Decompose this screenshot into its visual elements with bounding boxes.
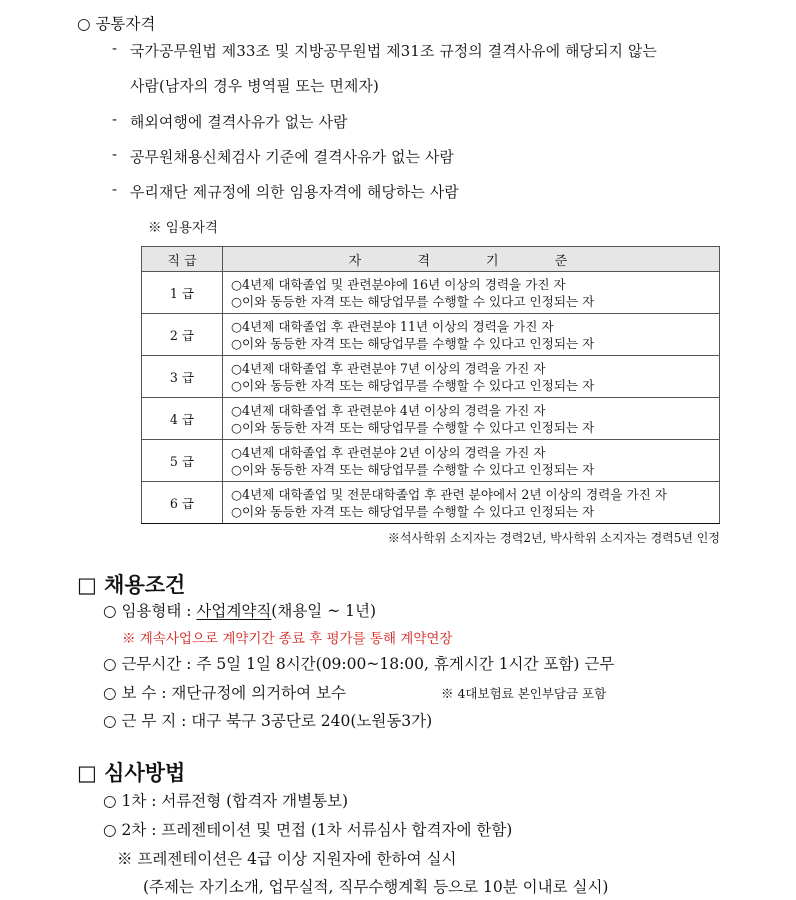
list-item-continued: 사람(남자의 경우 병역필 또는 면제자) [130, 78, 379, 95]
column-header-grade: 직 급 [142, 247, 223, 272]
presentation-topic-note: (주제는 자기소개, 업무실적, 직무수행계획 등으로 10분 이내로 실시) [143, 878, 609, 896]
criteria-line: ○4년제 대학졸업 후 관련분야 2년 이상의 경력을 가진 자 [231, 444, 546, 460]
table-row [142, 356, 720, 398]
criteria-cell [223, 272, 720, 314]
list-item-bullet: - [112, 146, 118, 163]
criteria-cell [223, 398, 720, 440]
criteria-line: ○이와 동등한 자격 또는 해당업무를 수행할 수 있다고 인정되는 자 [231, 377, 595, 393]
criteria-line: ○이와 동등한 자격 또는 해당업무를 수행할 수 있다고 인정되는 자 [231, 293, 595, 309]
table-header-row [142, 247, 720, 272]
salary: ○ 보 수 : 재단규정에 의거하여 보수 [103, 684, 346, 702]
list-item: 우리재단 제규정에 의한 임용자격에 해당하는 사람 [130, 184, 459, 201]
column-header-criteria [223, 247, 720, 272]
table-row [142, 482, 720, 524]
grade-cell: 1 급 [142, 272, 223, 314]
criteria-cell [223, 356, 720, 398]
list-item: 국가공무원법 제33조 및 지방공무원법 제31조 규정의 결격사유에 해당되지 않는 [130, 43, 657, 60]
criteria-line: ○4년제 대학졸업 후 관련분야 7년 이상의 경력을 가진 자 [231, 360, 546, 376]
criteria-line: ○이와 동등한 자격 또는 해당업무를 수행할 수 있다고 인정되는 자 [231, 503, 595, 519]
working-hours: ○ 근무시간 : 주 5일 1일 8시간(09:00~18:00, 휴게시간 1시간 포함) 근무 [103, 655, 615, 673]
employment-type [103, 599, 376, 621]
section-heading-review: □ 심사방법 [77, 761, 186, 785]
grade-cell: 3 급 [142, 356, 223, 398]
grade-cell: 4 급 [142, 398, 223, 440]
salary-note: ※ 4대보험료 본인부담금 포함 [441, 686, 607, 701]
criteria-cell [223, 482, 720, 524]
list-item: 공무원채용신체검사 기준에 결격사유가 없는 사람 [130, 149, 454, 166]
criteria-line: ○이와 동등한 자격 또는 해당업무를 수행할 수 있다고 인정되는 자 [231, 419, 595, 435]
criteria-cell [223, 440, 720, 482]
table-row [142, 440, 720, 482]
employment-type-period: (채용일 ~ 1년) [271, 602, 376, 620]
table-caption: ※ 임용자격 [148, 220, 218, 236]
contract-extension-note: ※ 계속사업으로 계약기간 종료 후 평가를 통해 계약연장 [122, 631, 453, 647]
list-item-bullet: - [112, 40, 118, 57]
work-location: ○ 근 무 지 : 대구 북구 3공단로 240(노원동3가) [103, 712, 433, 730]
criteria-cell [223, 314, 720, 356]
criteria-line: ○4년제 대학졸업 및 관련분야에 16년 이상의 경력을 가진 자 [231, 276, 566, 292]
list-item-bullet: - [112, 111, 118, 128]
table-row [142, 272, 720, 314]
list-item: 해외여행에 결격사유가 없는 사람 [130, 114, 348, 131]
section-heading-employment: □ 채용조건 [77, 573, 186, 597]
criteria-line: ○이와 동등한 자격 또는 해당업무를 수행할 수 있다고 인정되는 자 [231, 461, 595, 477]
employment-type-value: 사업계약직 [196, 602, 272, 620]
grade-cell: 2 급 [142, 314, 223, 356]
review-step-2: ○ 2차 : 프레젠테이션 및 면접 (1차 서류심사 합격자에 한함) [103, 821, 513, 839]
grade-cell: 6 급 [142, 482, 223, 524]
table-row [142, 314, 720, 356]
list-item-bullet: - [112, 181, 118, 198]
table-footnote: ※석사학위 소지자는 경력2년, 박사학위 소지자는 경력5년 인정 [387, 531, 720, 545]
column-header-criteria-label: 자 격 기 준 [348, 253, 594, 269]
criteria-line: ○4년제 대학졸업 후 관련분야 11년 이상의 경력을 가진 자 [231, 318, 554, 334]
common-heading: ○ 공통자격 [77, 15, 156, 33]
grade-cell: 5 급 [142, 440, 223, 482]
criteria-line: ○이와 동등한 자격 또는 해당업무를 수행할 수 있다고 인정되는 자 [231, 335, 595, 351]
presentation-note: ※ 프레젠테이션은 4급 이상 지원자에 한하여 실시 [117, 850, 457, 868]
criteria-line: ○4년제 대학졸업 및 전문대학졸업 후 관련 분야에서 2년 이상의 경력을 가진 자 [231, 486, 668, 502]
qualification-table [141, 246, 720, 524]
employment-type-label: ○ 임용형태 : [103, 602, 197, 620]
review-step-1: ○ 1차 : 서류전형 (합격자 개별통보) [103, 792, 349, 810]
criteria-line: ○4년제 대학졸업 후 관련분야 4년 이상의 경력을 가진 자 [231, 402, 546, 418]
table-row [142, 398, 720, 440]
